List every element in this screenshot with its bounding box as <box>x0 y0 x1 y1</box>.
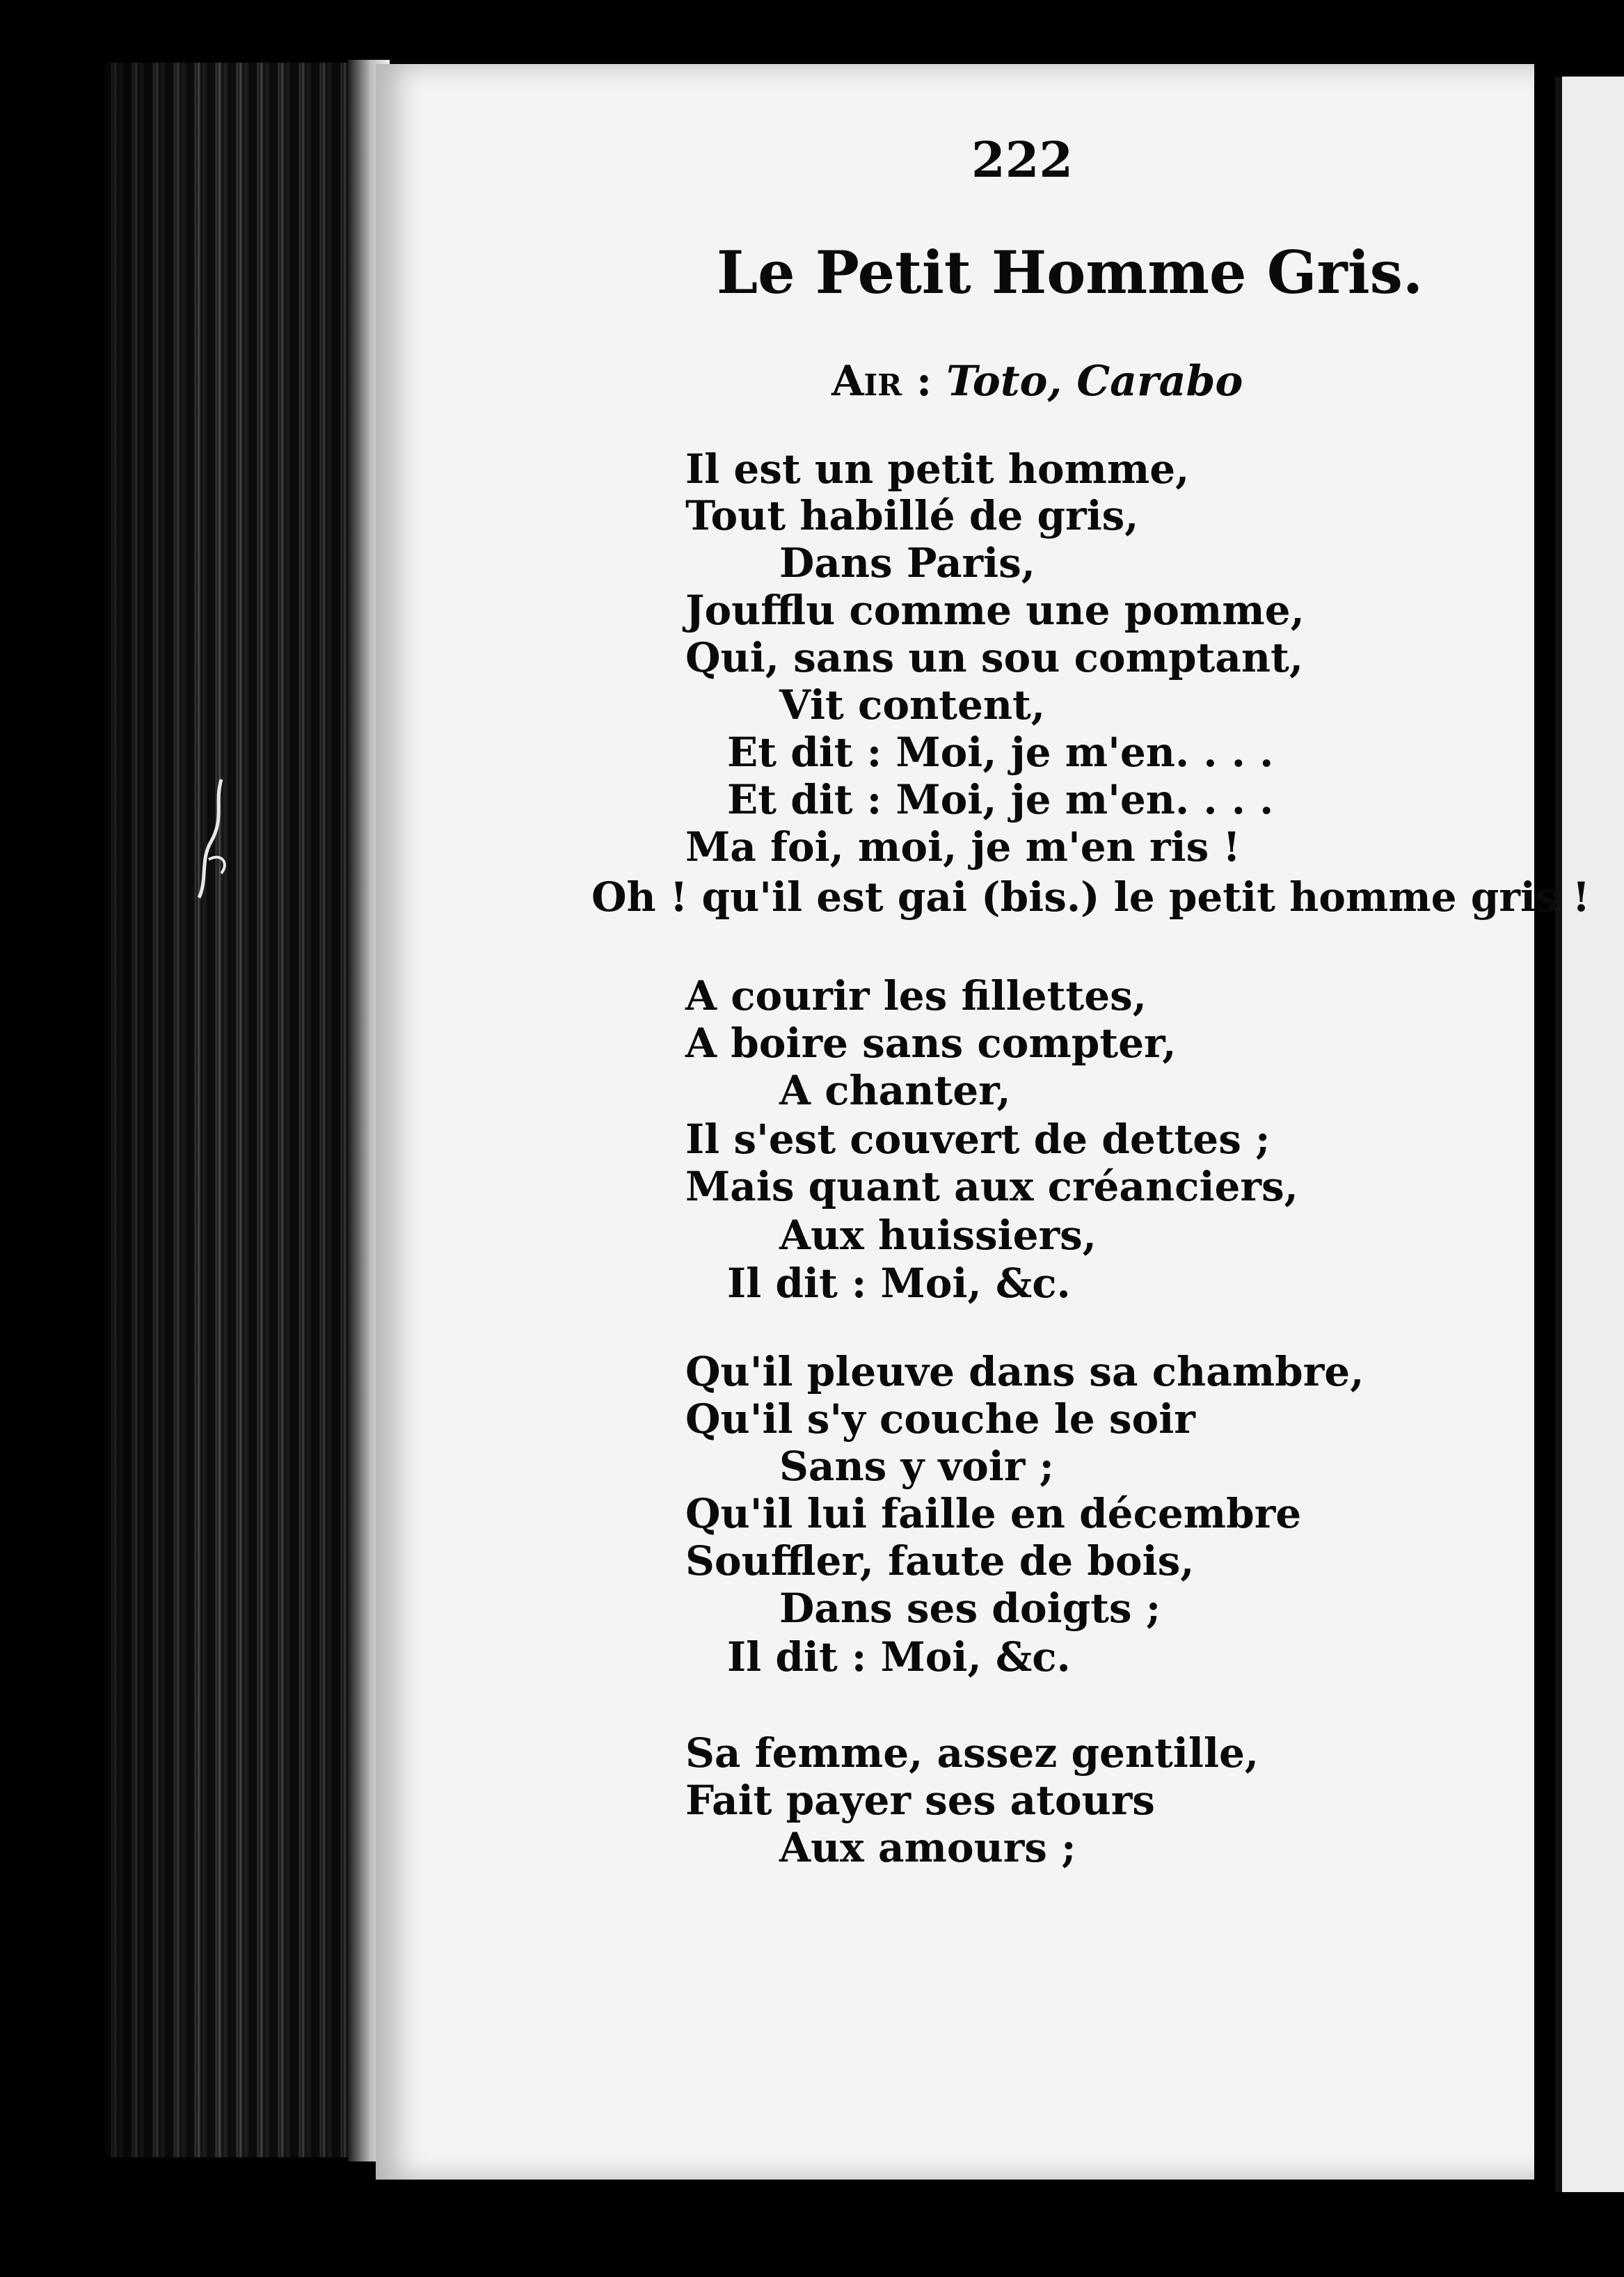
page-edges-shadow <box>104 63 390 2157</box>
verse-line: Joufflu comme une pomme, <box>685 587 1305 634</box>
page-number: 222 <box>971 131 1074 189</box>
verse-line: Qu'il s'y couche le soir <box>685 1395 1195 1443</box>
verse-line: Dans Paris, <box>779 539 1035 587</box>
verse-line: Qui, sans un sou comptant, <box>685 634 1304 681</box>
verse-line: Sans y voir ; <box>779 1443 1054 1490</box>
verse-line: Il est un petit homme, <box>685 445 1190 493</box>
verse-line: Il s'est couvert de dettes ; <box>685 1116 1271 1163</box>
verse-line: Vit content, <box>779 681 1046 729</box>
verse-line: Et dit : Moi, je m'en. . . . <box>727 776 1274 823</box>
verse-line: Mais quant aux créanciers, <box>685 1163 1298 1210</box>
air-label: Air : <box>831 357 932 406</box>
pencil-mark <box>193 776 235 901</box>
verse-line: A courir les fillettes, <box>685 972 1147 1020</box>
verse-line: Qu'il pleuve dans sa chambre, <box>685 1348 1364 1395</box>
verse-line: Sa femme, assez gentille, <box>685 1729 1259 1777</box>
verse-line: Ma foi, moi, je m'en ris ! <box>685 823 1241 871</box>
facing-page-edge <box>1555 77 1624 2192</box>
verse-line: Tout habillé de gris, <box>685 492 1139 539</box>
verse-line: Aux huissiers, <box>779 1212 1097 1259</box>
verse-line: Dans ses doigts ; <box>779 1585 1161 1632</box>
verse-line: Il dit : Moi, &c. <box>727 1633 1071 1681</box>
verse-line: A chanter, <box>779 1067 1011 1114</box>
verse-line: Et dit : Moi, je m'en. . . . <box>727 729 1274 776</box>
verse-line: Aux amours ; <box>779 1824 1076 1871</box>
verse-line: Qu'il lui faille en décembre <box>685 1490 1302 1537</box>
air-tune: Toto, Carabo <box>946 357 1243 406</box>
song-title: Le Petit Homme Gris. <box>717 238 1424 307</box>
verse-line: A boire sans compter, <box>685 1020 1177 1067</box>
verse-line: Il dit : Moi, &c. <box>727 1260 1071 1307</box>
verse-line: Souffler, faute de bois, <box>685 1537 1195 1585</box>
refrain-line: Oh ! qu'il est gai (bis.) le petit homme gris ! <box>591 873 1591 921</box>
air-line <box>831 357 1243 406</box>
verse-line: Fait payer ses atours <box>685 1777 1155 1824</box>
